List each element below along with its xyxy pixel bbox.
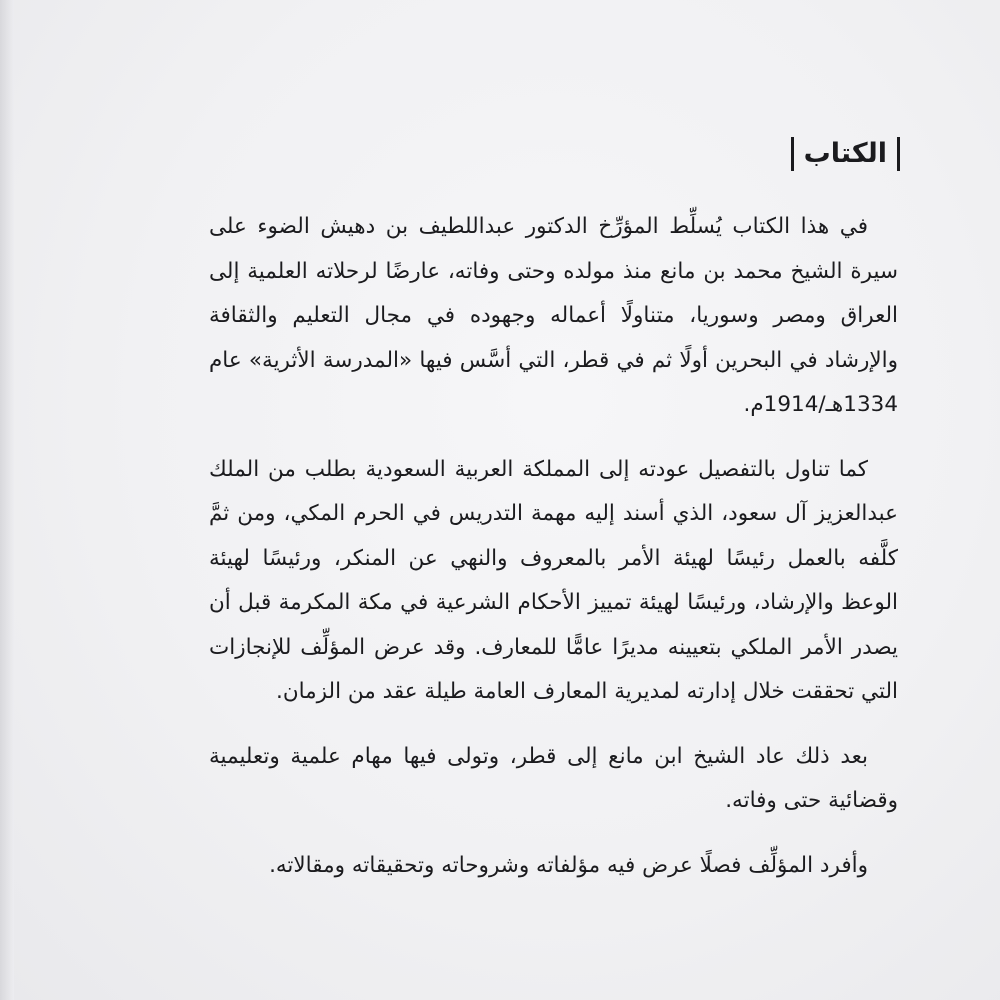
section-heading [791, 134, 900, 174]
heading-title: الكتاب [803, 138, 887, 169]
book-spine-edge [0, 0, 14, 1000]
book-page [14, 0, 1000, 1000]
heading-bar-right [897, 137, 900, 171]
body-text [209, 205, 898, 908]
paragraph-3: بعد ذلك عاد الشيخ ابن مانع إلى قطر، وتولى فيها مهام علمية وتعليمية وقضائية حتى وفاته. [209, 743, 898, 813]
paragraph-4: وأفرد المؤلِّف فصلًا عرض فيه مؤلفاته وشروحاته وتحقيقاته ومقالاته. [269, 852, 868, 878]
paragraph-1: في هذا الكتاب يُسلِّط المؤرِّخ الدكتور عبداللطيف بن دهيش الضوء على سيرة الشيخ محمد بن مانع منذ مولده وحتى وفاته، عارضًا لرحلاته العلمية إلى العراق ومصر وسوريا، متناولًا أعماله وجهوده في مجال التعليم والثقافة والإرشاد في البحرين أولًا ثم في قطر، التي أسَّس فيها «المدرسة الأثرية» عام 1334هـ/1914م. [209, 214, 898, 417]
paragraph-2: كما تناول بالتفصيل عودته إلى المملكة العربية السعودية بطلب من الملك عبدالعزيز آل سعود، الذي أسند إليه مهمة التدريس في الحرم المكي، ومن ثمَّ كلَّفه بالعمل رئيسًا لهيئة الأمر بالمعروف والنهي عن المنكر، ورئيسًا لهيئة الوعظ والإرشاد، ورئيسًا لهيئة تمييز الأحكام الشرعية في مكة المكرمة قبل أن يصدر الأمر الملكي بتعيينه مديرًا عامًّا للمعارف. وقد عرض المؤلِّف للإنجازات التي تحققت خلال إدارته لمديرية المعارف العامة طيلة عقد من الزمان. [209, 456, 898, 704]
heading-bar-left [791, 137, 794, 171]
